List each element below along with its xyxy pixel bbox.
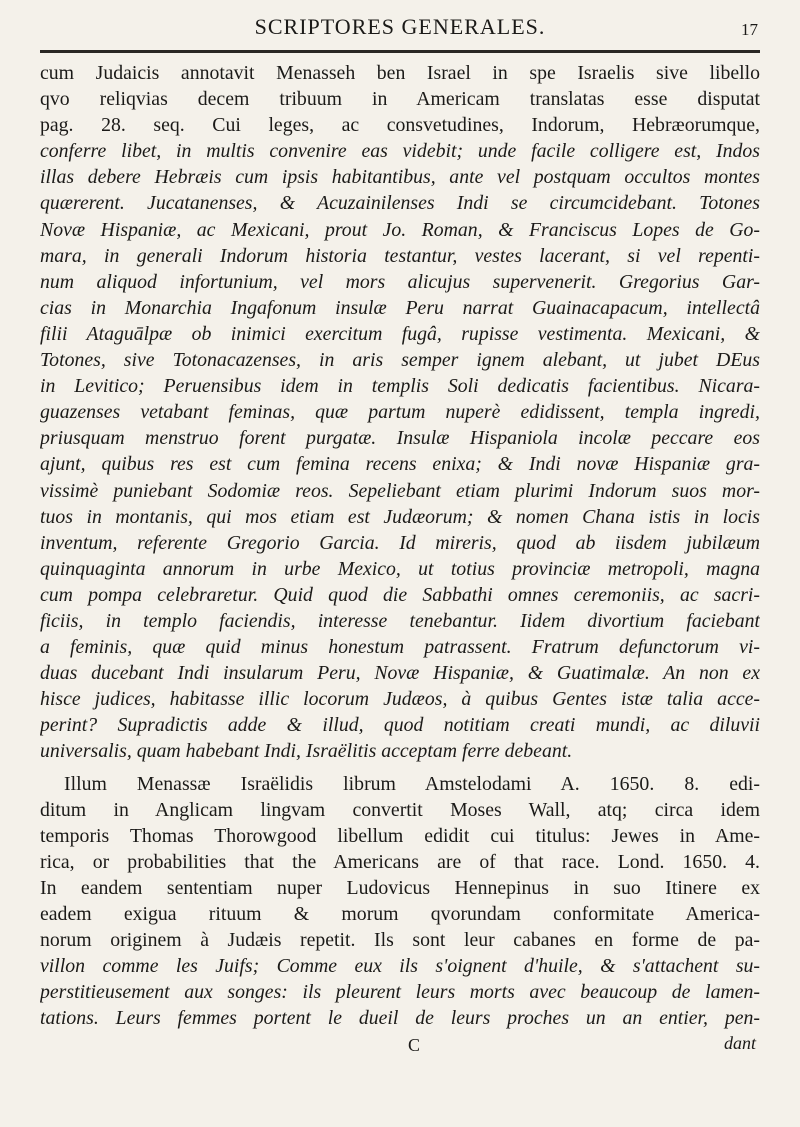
paragraph-1	[40, 60, 760, 765]
text-line: rica, or probabilities that the Americans are of that race. Lond. 1650. 4.	[40, 850, 760, 873]
text-line: filii Ataguālpæ ob inimici exercitum fugâ, rupisse vestimenta. Mexicani, &	[40, 322, 760, 345]
text-line: quinquaginta annorum in urbe Mexico, ut totius provinciæ metropoli, magna	[40, 557, 760, 580]
text-line: universalis, quam habebant Indi, Israëlitis acceptam ferre debeant.	[40, 740, 573, 763]
text-line: a feminis, quæ quid minus honestum patrassent. Fratrum defunctorum vi-	[40, 636, 760, 659]
text-line: Totones, sive Totonacazenses, in aris semper ignem alebant, ut jubet DEus	[40, 349, 760, 372]
text-line: ficiis, in templo faciendis, interesse tenebantur. Iidem divortium faciebant	[40, 609, 760, 632]
text-line: temporis Thomas Thorowgood libellum edidit cui titulus: Jewes in Ame-	[40, 824, 760, 847]
text-line: cias in Monarchia Ingafonum insulæ Peru narrat Guainacapacum, intellectâ	[40, 296, 760, 319]
text-line: ajunt, quibus res est cum femina recens enixa; & Indi novæ Hispaniæ gra-	[40, 453, 760, 476]
page-number: 17	[741, 20, 758, 39]
body-text	[40, 60, 760, 1031]
catchword: dant	[723, 1033, 756, 1054]
text-line: in Levitico; Peruensibus idem in templis Soli dedicatis facientibus. Nicara-	[40, 375, 760, 398]
text-line: duas ducebant Indi insularum Peru, Novæ Hispaniæ, & Guatimalæ. An non ex	[40, 662, 760, 685]
text-line: villon comme les Juifs; Comme eux ils s'oignent d'huile, & s'attachent su-	[40, 955, 760, 978]
running-title: SCRIPTORES GENERALES.	[254, 14, 546, 39]
text-line: mara, in generali Indorum historia testantur, vestes lacerant, si vel repenti-	[40, 244, 760, 267]
running-head	[40, 0, 760, 54]
text-line: quærerent. Jucatanenses, & Acuzainilenses Indi se circumcidebant. Totones	[40, 192, 760, 215]
text-line: pag. 28. seq. Cui leges, ac consvetudines, Indorum, Hebræorumque,	[40, 114, 760, 137]
text-line: tations. Leurs femmes portent le dueil de leurs proches un an entier, pen-	[40, 1007, 760, 1030]
text-line: Novæ Hispaniæ, ac Mexicani, prout Jo. Roman, & Franciscus Lopes de Go-	[40, 218, 760, 241]
header-rule	[40, 50, 760, 53]
text-line: conferre libet, in multis convenire eas videbit; unde facile colligere est, Indos	[40, 140, 760, 163]
text-line: priusquam menstruo forent purgatæ. Insulæ Hispaniola incolæ peccare eos	[40, 427, 760, 450]
text-line: perint? Supradictis adde & illud, quod notitiam creati mundi, ac diluvii	[40, 714, 760, 737]
text-line: Illum Menassæ Israëlidis librum Amstelodami A. 1650. 8. edi-	[64, 772, 760, 795]
text-line: num aliquod infortunium, vel mors alicujus supervenerit. Gregorius Gar-	[40, 270, 760, 293]
text-line: ditum in Anglicam lingvam convertit Moses Wall, atq; circa idem	[40, 798, 760, 821]
text-line: In eandem sententiam nuper Ludovicus Hennepinus in suo Itinere ex	[40, 876, 760, 899]
paragraph-2	[40, 771, 760, 1032]
text-line: cum Judaicis annotavit Menasseh ben Israel in spe Israelis sive libello	[40, 62, 760, 84]
text-line: illas debere Hebræis cum ipsis habitantibus, ante vel postquam occultos montes	[40, 166, 760, 189]
text-line: eadem exigua rituum & morum qvorundam conformitate America-	[40, 903, 760, 925]
text-line: hisce judices, habitasse illic locorum Judæos, à quibus Gentes istæ talia acce-	[40, 688, 760, 711]
page-footer	[40, 1033, 760, 1063]
text-line: perstitieusement aux songes: ils pleurent leurs morts avec beaucoup de lamen-	[40, 981, 760, 1004]
text-line: vissimè puniebant Sodomiæ reos. Sepeliebant etiam plurimi Indorum suos mor-	[40, 479, 760, 502]
signature-mark: C	[408, 1035, 421, 1056]
text-line: guazenses vetabant feminas, quæ partum nuperè edidissent, templa ingredi,	[40, 401, 760, 424]
text-line: qvo reliqvias decem tribuum in Americam translatas esse disputat	[40, 88, 760, 111]
text-line: tuos in montanis, qui mos etiam est Judæorum; & nomen Chana istis in locis	[40, 505, 760, 528]
text-line: cum pompa celebraretur. Quid quod die Sabbathi omnes ceremoniis, ac sacri-	[40, 583, 760, 606]
text-line: norum originem à Judæis repetit. Ils sont leur cabanes en forme de pa-	[40, 929, 760, 952]
text-line: inventum, referente Gregorio Garcia. Id mireris, quod ab iisdem jubilæum	[40, 531, 760, 554]
